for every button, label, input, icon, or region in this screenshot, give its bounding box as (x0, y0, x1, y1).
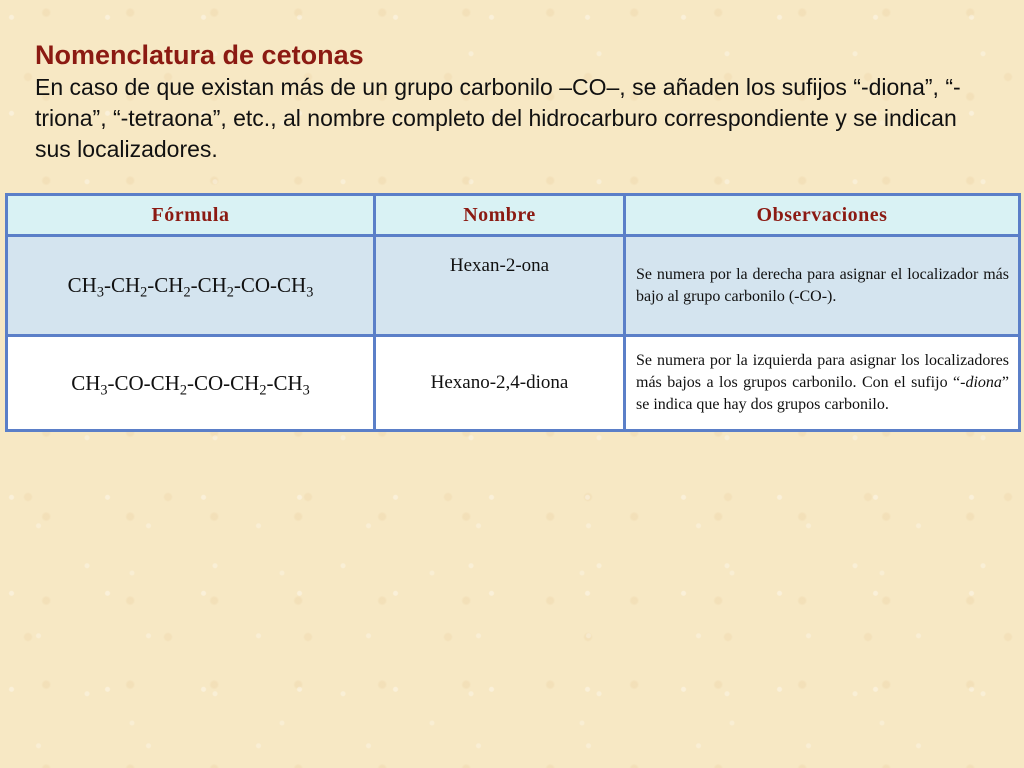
observations-cell (626, 237, 1018, 334)
compound-name: Hexan-2-ona (449, 255, 550, 276)
compound-name-cell (376, 237, 623, 334)
observation-text: Se numera por la derecha para asignar el localizador más bajo al grupo carbonilo (-CO-). (636, 265, 1009, 305)
column-header-name: Nombre (376, 196, 623, 234)
ketone-nomenclature-table (5, 193, 1021, 432)
suffix-term: -diona (960, 374, 1002, 391)
column-header-observations: Observaciones (626, 196, 1018, 234)
observation-text-suffix-note: Con el sufijo “-diona” se indica que hay dos grupos carbonilo. (636, 374, 1010, 413)
slide-header (35, 38, 990, 165)
table-row (8, 337, 1018, 429)
column-header-formula: Fórmula (8, 196, 373, 234)
slide-title: Nomenclatura de cetonas (35, 40, 364, 70)
table-row (8, 237, 1018, 334)
formula-cell (8, 237, 373, 334)
ketone-table-frame (5, 193, 1021, 411)
intro-paragraph: En caso de que existan más de un grupo carbonilo –CO–, se añaden los sufijos “-diona”, “-triona”, “-tetraona”, etc., al nombre completo del hidrocarburo correspondiente y se indican sus localizadores. (35, 74, 961, 162)
chemical-formula: $CH_3-CO-CH_2-CO-CH_2-CH_3$ (71, 370, 310, 398)
compound-name-cell (376, 337, 623, 429)
table-header-row (8, 196, 1018, 234)
formula-cell (8, 337, 373, 429)
compound-name: Hexano-2,4-diona (430, 372, 569, 393)
chemical-formula: $CH_3-CH_2-CH_2-CH_2-CO-CH_3$ (67, 273, 314, 301)
observations-cell (626, 337, 1018, 429)
observation-text: Se numera por la izquierda para asignar los localizadores más bajos a los grupos carbonilo. (636, 352, 1009, 391)
